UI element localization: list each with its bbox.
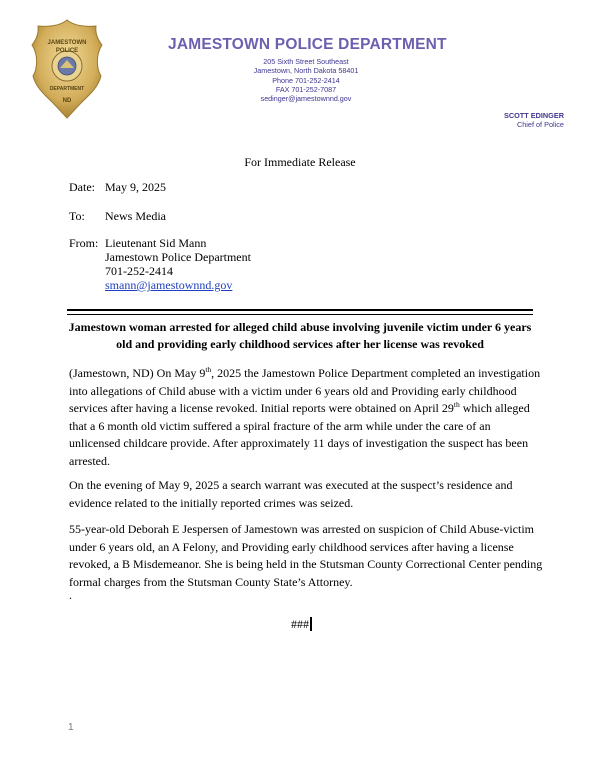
police-badge-logo xyxy=(30,18,104,120)
department-address xyxy=(206,57,406,103)
release-label: For Immediate Release xyxy=(244,155,356,169)
from-department: Jamestown Police Department xyxy=(105,250,251,264)
date-value: May 9, 2025 xyxy=(105,180,166,194)
body-paragraph-3: 55-year-old Deborah E Jespersen of Jamestown was arrested on suspicion of Child Abuse-victim under 6 years old, an A Felony, and Providing early childhood services after having a license revoked, a B Misdemeanor. She is being held in the Stutsman County Correctional Center pending formal charges from the Stutsman County State’s Attorney. xyxy=(69,522,543,589)
badge-middle-text: POLICE xyxy=(55,48,79,54)
end-mark-text: ### xyxy=(291,617,309,631)
divider-thick xyxy=(67,309,533,311)
badge-state-text: ND xyxy=(62,98,72,104)
date-label: Date: xyxy=(69,180,95,194)
p1-sup-1: th xyxy=(205,365,212,374)
headline: Jamestown woman arrested for alleged child abuse involving juvenile victim under 6 years old and providing early childhood services after her license was revoked xyxy=(68,320,532,351)
p1-part-c: which alleged that a 6 month old victim suffered a spiral fracture of the arm while under the care of an unlicensed childcare provide. After approximately 11 days of investigation the suspect has been arrested. xyxy=(69,401,530,468)
p1-part-a: (Jamestown, ND) On May 9 xyxy=(69,366,206,380)
badge-bottom-text: DEPARTMENT xyxy=(49,86,85,92)
address-phone: Phone 701-252-2414 xyxy=(272,75,340,85)
chief-name: SCOTT EDINGER xyxy=(504,111,564,120)
from-email-link[interactable]: smann@jamestownnd.gov xyxy=(105,278,233,292)
from-phone: 701-252-2414 xyxy=(105,264,173,278)
p1-part-b: , 2025 the Jamestown Police Department completed an investigation into allegations of Child abuse with a victim under 6 years old and Providing early childhood services after having a license revoked. Initial reports were obtained on April 29 xyxy=(69,366,541,416)
p1-sup-2: th xyxy=(453,400,460,410)
body-paragraph-2: On the evening of May 9, 2025 a search warrant was executed at the suspect’s residence and evidence related to the initially reported crimes was seized. xyxy=(69,478,513,510)
department-title: JAMESTOWN POLICE DEPARTMENT xyxy=(168,36,447,53)
stray-period: . xyxy=(69,588,72,602)
body-paragraph-1 xyxy=(69,365,544,471)
to-label: To: xyxy=(69,209,85,223)
chief-title: Chief of Police xyxy=(516,120,564,130)
divider-thin xyxy=(67,314,533,315)
address-city: Jamestown, North Dakota 58401 xyxy=(253,66,359,76)
page-number: 1 xyxy=(68,722,74,733)
from-label: From: xyxy=(69,236,99,250)
address-street: 205 Sixth Street Southeast xyxy=(263,57,349,66)
address-email: sedinger@jamestownnd.gov xyxy=(260,94,352,104)
address-fax: FAX 701-252-7087 xyxy=(275,84,337,94)
end-mark xyxy=(291,617,312,632)
badge-top-text: JAMESTOWN xyxy=(47,40,87,46)
to-value: News Media xyxy=(105,209,166,223)
chief-block xyxy=(504,111,564,130)
from-name: Lieutenant Sid Mann xyxy=(105,236,207,250)
text-cursor xyxy=(310,617,312,631)
